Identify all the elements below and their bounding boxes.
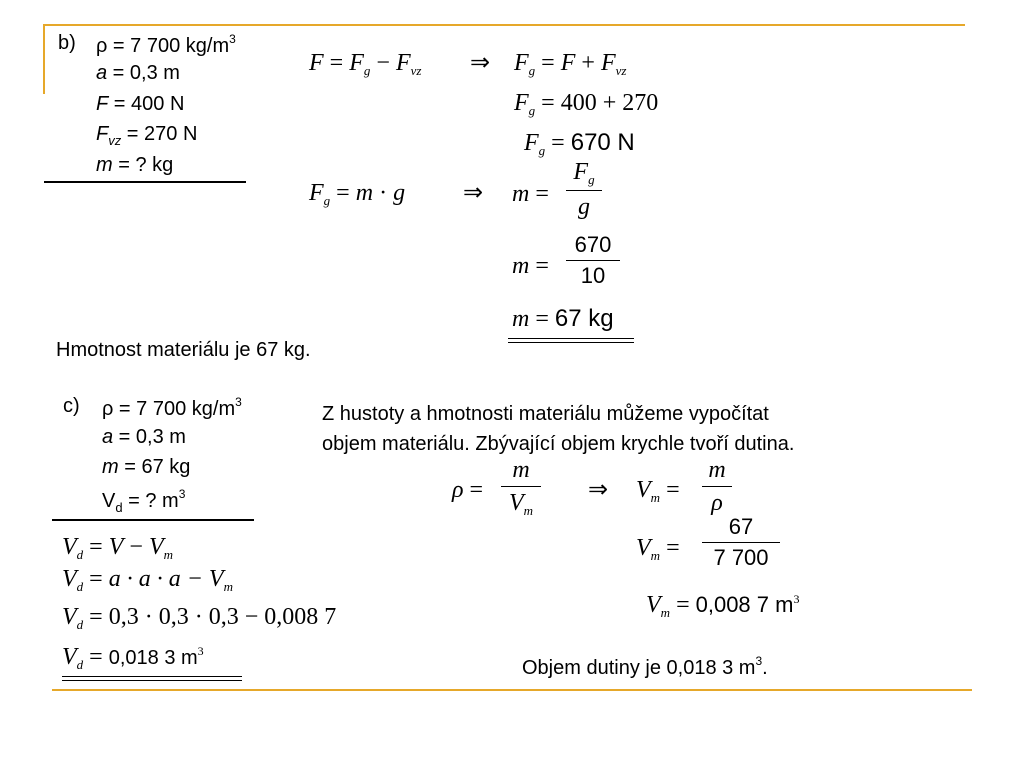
b-given-a: a = 0,3 m <box>96 62 180 84</box>
b-eq6-lhs: m = <box>512 253 549 279</box>
c-answer: Objem dutiny je 0,018 3 $m^3$. <box>522 654 768 679</box>
c-eq2-fraction: 67 7 700 <box>702 516 780 569</box>
b-result-underline-2 <box>508 342 634 343</box>
b-given-divider <box>44 181 246 183</box>
b-eq5-fraction: $F_g$ g <box>566 160 602 219</box>
b-arrow-1: ⇒ <box>470 50 491 76</box>
left-accent-line <box>43 24 45 94</box>
c-result-underline-2 <box>62 680 242 681</box>
c-eq1b-fraction: m ρ <box>702 458 732 515</box>
c-text-line2: objem materiálu. Zbývající objem krychle tvoří dutina. <box>322 433 795 455</box>
c-given-Vd: $V_d$ = ? $m^3$ <box>102 487 186 515</box>
c-given-rho: ρ = 7 700 $kg/m^3$ <box>102 395 242 420</box>
b-eq1: $F = F_g - F_{vz}$ <box>309 50 422 78</box>
b-eq6-fraction: 670 10 <box>566 234 620 287</box>
b-given-rho: ρ = 7 700 $kg/m^3$ <box>96 32 236 57</box>
b-label: b) <box>58 32 76 54</box>
c-arrow: ⇒ <box>588 477 609 503</box>
c-eq1-lhs: ρ = <box>452 477 484 503</box>
c-text-line1: Z hustoty a hmotnosti materiálu můžeme vypočítat <box>322 403 769 425</box>
c-given-divider <box>52 519 254 521</box>
c-given-m: m = 67 kg <box>102 456 191 478</box>
c-given-a: a = 0,3 m <box>102 426 186 448</box>
b-result-underline-1 <box>508 338 634 339</box>
b-eq3: $F_g = 670$ N <box>524 129 635 158</box>
c-result-underline-1 <box>62 676 242 677</box>
b-eq2: $F_g = 400 + 270$ <box>514 90 659 118</box>
bottom-accent-line <box>52 689 972 691</box>
c-vd-eq4: $V_d = 0,018$ 3 $m^3$ <box>62 644 204 672</box>
b-given-Fvz: $F_{vz} = 270$ N <box>96 123 198 148</box>
c-eq3: $V_m = 0,008$ 7 $m^3$ <box>646 592 800 620</box>
c-vd-eq2: $V_d = a \cdot a \cdot a - V_m$ <box>62 566 233 594</box>
b-given-m: m = ? kg <box>96 154 174 176</box>
c-vd-eq1: $V_d = V - V_m$ <box>62 534 173 562</box>
b-answer: Hmotnost materiálu je 67 kg. <box>56 339 311 361</box>
b-eq1b: $F_g = F + F_{vz}$ <box>514 50 627 78</box>
b-eq4: $F_g = m \cdot g$ <box>309 180 406 208</box>
c-label: c) <box>63 395 80 417</box>
top-accent-line <box>43 24 965 26</box>
b-eq5-lhs: m = <box>512 181 549 207</box>
c-eq1b-lhs: $V_m$ = <box>636 477 680 505</box>
b-arrow-2: ⇒ <box>463 180 484 206</box>
c-vd-eq3: $V_d = 0,3 \cdot 0,3 \cdot 0,3 - 0,008$ 7 <box>62 604 337 632</box>
b-given-F: F = 400 N <box>96 93 185 115</box>
b-eq7: m = 67 kg <box>512 305 614 332</box>
c-eq1-fraction: m $V_m$ <box>501 458 541 517</box>
c-eq2-lhs: $V_m$ = <box>636 535 680 563</box>
